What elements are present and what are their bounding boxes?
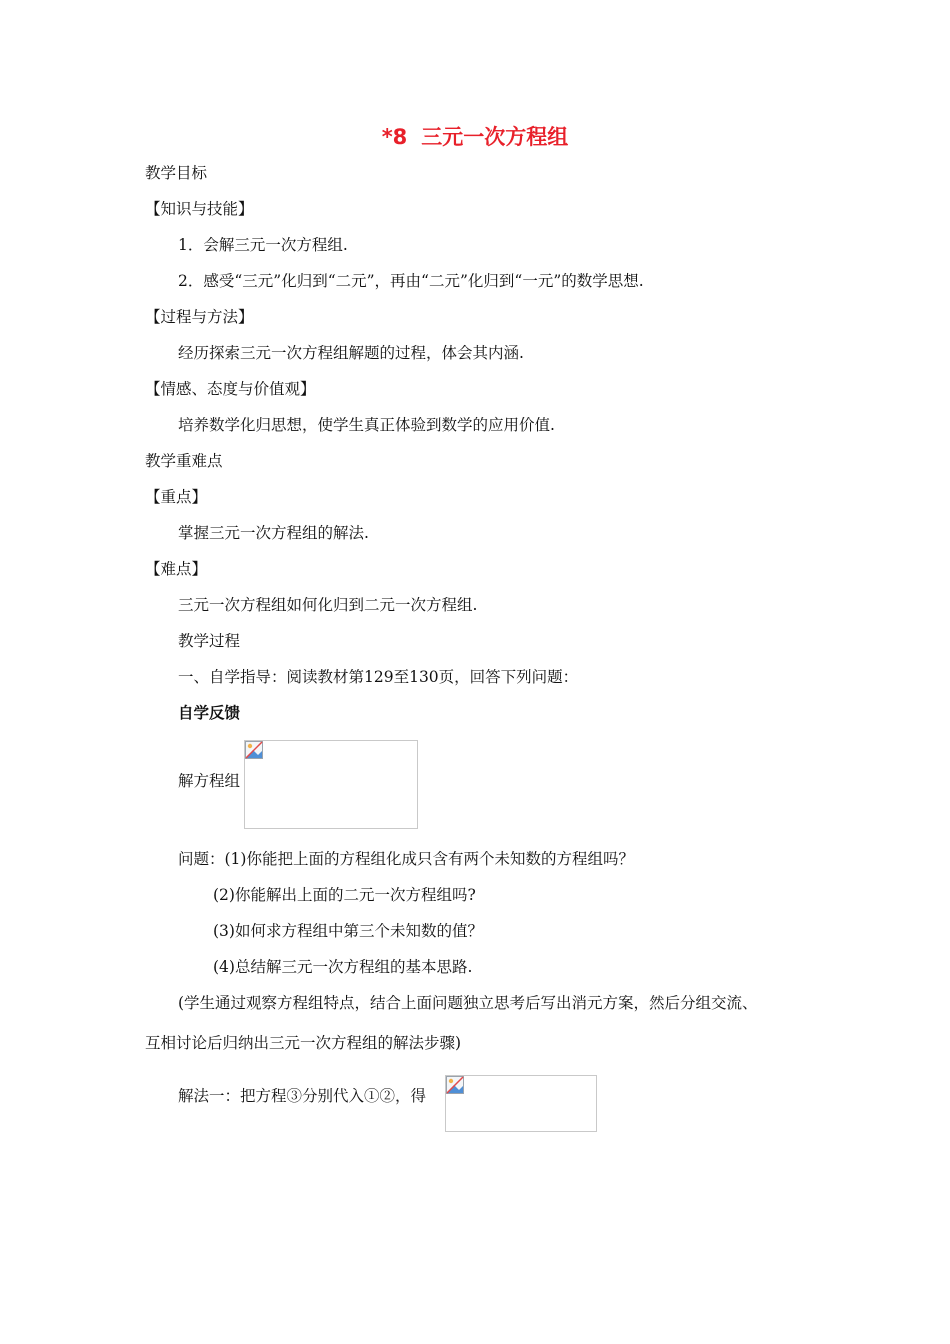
question-1: 问题：(1)你能把上面的方程组化成只含有两个未知数的方程组吗？ <box>178 850 634 868</box>
emotion-text: 培养数学化归思想，使学生真正体验到数学的应用价值. <box>178 416 555 434</box>
question-2: (2)你能解出上面的二元一次方程组吗? <box>213 886 476 904</box>
solve-label: 解方程组 <box>178 772 241 790</box>
broken-image-icon <box>446 1076 464 1094</box>
title-prefix: *8 <box>381 125 408 149</box>
feedback-heading: 自学反馈 <box>178 704 241 722</box>
difficult-text: 三元一次方程组如何化归到二元一次方程组. <box>178 596 478 614</box>
knowledge-item-2: 2．感受“三元”化归到“二元”，再由“二元”化归到“一元”的数学思想. <box>178 272 644 290</box>
emotion-heading: 【情感、态度与价值观】 <box>145 380 316 398</box>
difficult-heading: 【难点】 <box>145 560 208 578</box>
process-text: 经历探索三元一次方程组解题的过程，体会其内涵. <box>178 344 524 362</box>
equation-system-image <box>244 740 418 829</box>
question-3: (3)如何求方程组中第三个未知数的值？ <box>213 922 483 940</box>
knowledge-heading: 【知识与技能】 <box>145 200 254 218</box>
title-text: 三元一次方程组 <box>421 125 569 149</box>
question-4: (4)总结解三元一次方程组的基本思路. <box>213 958 473 976</box>
knowledge-item-1: 1．会解三元一次方程组. <box>178 236 348 254</box>
method-one: 解法一：把方程③分别代入①②，得 <box>178 1087 427 1105</box>
section-process: 教学过程 <box>178 632 241 650</box>
substitution-result-image <box>445 1075 597 1132</box>
note-line-1: (学生通过观察方程组特点，结合上面问题独立思考后写出消元方案，然后分组交流、 <box>178 994 758 1012</box>
note-line-2: 互相讨论后归纳出三元一次方程组的解法步骤) <box>145 1034 462 1052</box>
key-text: 掌握三元一次方程组的解法. <box>178 524 369 542</box>
section-goals: 教学目标 <box>145 164 208 182</box>
section-key: 教学重难点 <box>145 452 223 470</box>
key-heading: 【重点】 <box>145 488 208 506</box>
step-one: 一、自学指导：阅读教材第129至130页，回答下列问题： <box>178 668 579 686</box>
process-heading: 【过程与方法】 <box>145 308 254 326</box>
page-title <box>0 124 950 150</box>
broken-image-icon <box>245 741 263 759</box>
